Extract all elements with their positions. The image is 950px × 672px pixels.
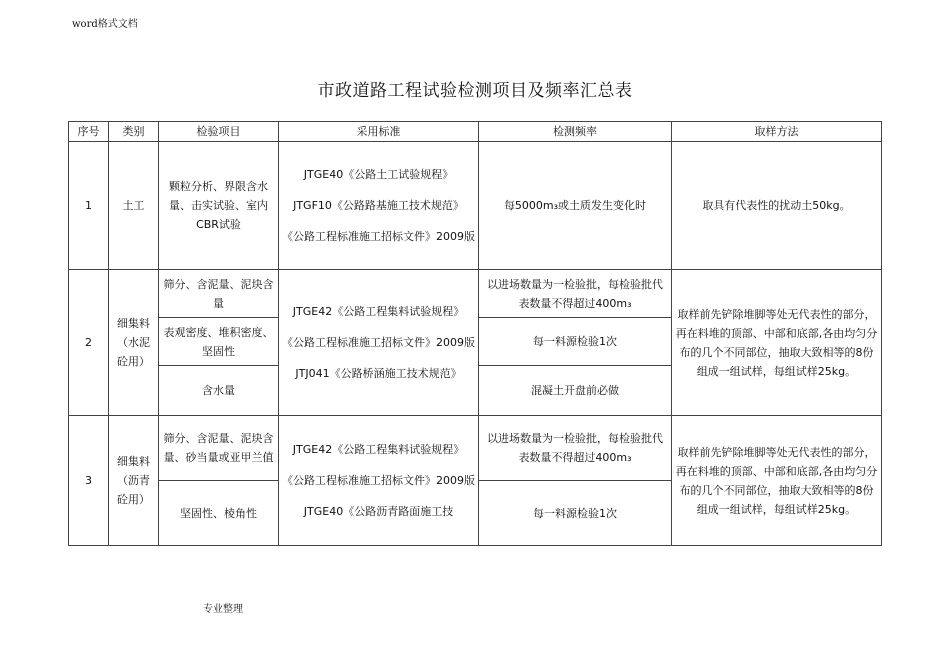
standard-text: 《公路工程标准施工招标文件》2009版 [282,230,475,243]
standard-text: JTGE42《公路工程集料试验规程》 [292,443,465,456]
standard-text: JTGE40《公路土工试验规程》 [303,168,454,181]
standard-text: 《公路工程标准施工招标文件》2009版 [282,336,475,349]
sampling-cell: 取样前先铲除堆脚等处无代表性的部分，再在料堆的顶部、中部和底部,各由均匀分布的几个不同部位，抽取大致相等的8份组成一组试样，每组试样25kg。 [672,270,882,416]
category-cell: 细集料（水泥砼用） [109,270,159,416]
frequency-cell: 以进场数量为一检验批，每检验批代表数量不得超过400m₃ [479,270,672,318]
test-item-cell: 坚固性、棱角性 [159,481,279,546]
standard-cell [279,270,479,416]
test-item-cell: 筛分、含泥量、泥块含量、砂当量或亚甲兰值 [159,416,279,481]
header-note: word格式文档 [72,19,138,30]
test-frequency-table [68,121,882,546]
row-number: 3 [69,416,109,546]
sampling-cell: 取具有代表性的扰动土50kg。 [672,142,882,270]
column-header: 检测频率 [479,122,672,142]
frequency-cell: 每5000m₃或土质发生变化时 [479,142,672,270]
frequency-cell: 每一料源检验1次 [479,318,672,366]
standard-text: JTGF10《公路路基施工技术规范》 [293,199,464,212]
standard-text: JTJ041《公路桥涵施工技术规范》 [295,367,462,380]
test-item-cell: 表观密度、堆积密度、坚固性 [159,318,279,366]
table-header-row [69,122,882,142]
frequency-cell: 每一料源检验1次 [479,481,672,546]
category-cell: 细集料（沥青砼用） [109,416,159,546]
standard-text: JTGE42《公路工程集料试验规程》 [292,305,465,318]
frequency-cell: 以进场数量为一检验批，每检验批代表数量不得超过400m₃ [479,416,672,481]
standard-text: 《公路工程标准施工招标文件》2009版 [282,474,475,487]
test-item-cell: 含水量 [159,366,279,416]
column-header: 检验项目 [159,122,279,142]
standard-cell [279,416,479,546]
standard-cell [279,142,479,270]
sampling-cell: 取样前先铲除堆脚等处无代表性的部分，再在料堆的顶部、中部和底部,各由均匀分布的几个不同部位，抽取大致相等的8份组成一组试样，每组试样25kg。 [672,416,882,546]
test-item-cell: 颗粒分析、界限含水量、击实试验、室内CBR试验 [159,142,279,270]
table-row [69,142,882,270]
column-header: 采用标准 [279,122,479,142]
column-header: 取样方法 [672,122,882,142]
column-header: 序号 [69,122,109,142]
standard-text: JTGE40《公路沥青路面施工技 [303,505,454,518]
frequency-cell: 混凝土开盘前必做 [479,366,672,416]
table-row [69,270,882,318]
column-header: 类别 [109,122,159,142]
row-number: 1 [69,142,109,270]
table-row [69,416,882,481]
row-number: 2 [69,270,109,416]
test-item-cell: 筛分、含泥量、泥块含量 [159,270,279,318]
footer-note: 专业整理 [203,604,243,615]
page-title: 市政道路工程试验检测项目及频率汇总表 [317,81,633,101]
category-cell: 土工 [109,142,159,270]
